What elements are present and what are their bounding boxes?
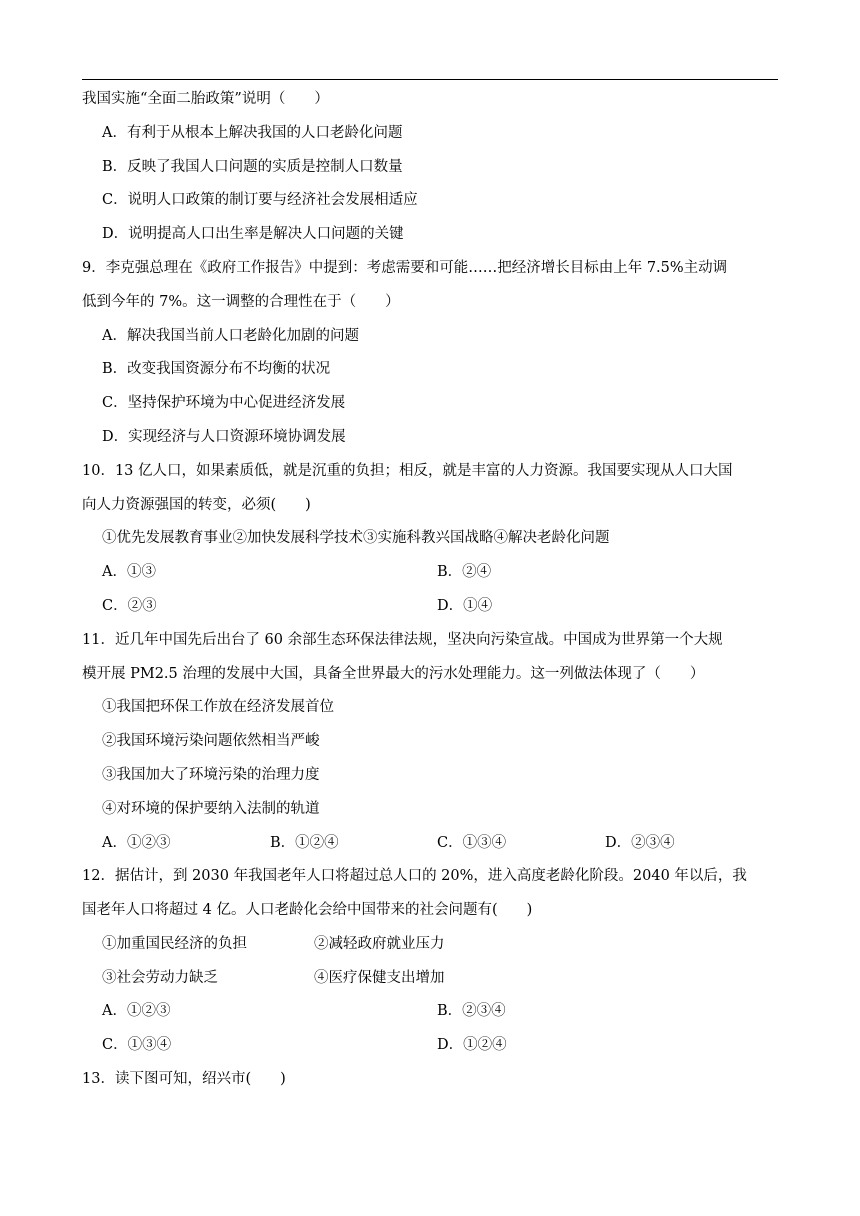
q12-option-a: A．①②③ [102,1003,171,1019]
header-rule [82,79,778,80]
q10-option-d: D．①④ [437,598,493,614]
q9-option-b: B．改变我国资源分布不均衡的状况 [102,361,331,377]
q12-statement-1: ①加重国民经济的负担 [102,936,247,952]
q13-stem: 13．读下图可知，绍兴市( ) [82,1071,286,1087]
q12-statement-3: ③社会劳动力缺乏 [102,970,218,986]
q10-stem-line1: 10．13 亿人口，如果素质低，就是沉重的负担；相反，就是丰富的人力资源。我国要实现从人口大国 [82,463,733,479]
q8-option-b: B．反映了我国人口问题的实质是控制人口数量 [102,159,403,175]
q12-statement-4: ④医疗保健支出增加 [314,970,445,986]
q12-option-b: B．②③④ [437,1003,506,1019]
q9-option-a: A．解决我国当前人口老龄化加剧的问题 [102,328,359,344]
q9-stem-line2: 低到今年的 7%。这一调整的合理性在于（ ） [82,294,400,310]
q8-option-d: D．说明提高人口出生率是解决人口问题的关键 [102,226,404,242]
q8-stem: 我国实施“全面二胎政策”说明（ ） [82,91,329,107]
q12-statement-2: ②减轻政府就业压力 [314,936,445,952]
q10-option-c: C．②③ [102,598,157,614]
q12-option-d: D．①②④ [437,1037,507,1053]
q11-stem-line2: 模开展 PM2.5 治理的发展中大国，具备全世界最大的污水处理能力。这一列做法体现了（ ） [82,666,705,682]
q11-option-c: C．①③④ [437,835,507,851]
q8-option-c: C．说明人口政策的制订要与经济社会发展相适应 [102,192,418,208]
q10-option-b: B．②④ [437,564,492,580]
q9-stem-line1: 9．李克强总理在《政府工作报告》中提到：考虑需要和可能……把经济增长目标由上年 7.5%主动调 [82,260,728,276]
q11-option-b: B．①②④ [270,835,339,851]
q10-statements: ①优先发展教育事业②加快发展科学技术③实施科教兴国战略④解决老龄化问题 [102,530,610,546]
q12-option-c: C．①③④ [102,1037,172,1053]
q9-option-d: D．实现经济与人口资源环境协调发展 [102,429,346,445]
q11-option-a: A．①②③ [102,835,171,851]
q11-statement-2: ②我国环境污染问题依然相当严峻 [102,733,320,749]
q11-statement-3: ③我国加大了环境污染的治理力度 [102,767,320,783]
q12-stem-line2: 国老年人口将超过 4 亿。人口老龄化会给中国带来的社会问题有( ) [82,902,533,918]
q12-stem-line1: 12．据估计，到 2030 年我国老年人口将超过总人口的 20%，进入高度老龄化阶段。2040 年以后，我 [82,868,747,884]
q11-stem-line1: 11．近几年中国先后出台了 60 余部生态环保法律法规，坚决向污染宣战。中国成为世界第一个大规 [82,632,723,648]
q9-option-c: C．坚持保护环境为中心促进经济发展 [102,395,346,411]
q11-statement-4: ④对环境的保护要纳入法制的轨道 [102,801,320,817]
q10-stem-line2: 向人力资源强国的转变，必须( ) [82,497,311,513]
q10-option-a: A．①③ [102,564,156,580]
q8-option-a: A．有利于从根本上解决我国的人口老龄化问题 [102,125,403,141]
q11-statement-1: ①我国把环保工作放在经济发展首位 [102,699,334,715]
q11-option-d: D．②③④ [605,835,675,851]
